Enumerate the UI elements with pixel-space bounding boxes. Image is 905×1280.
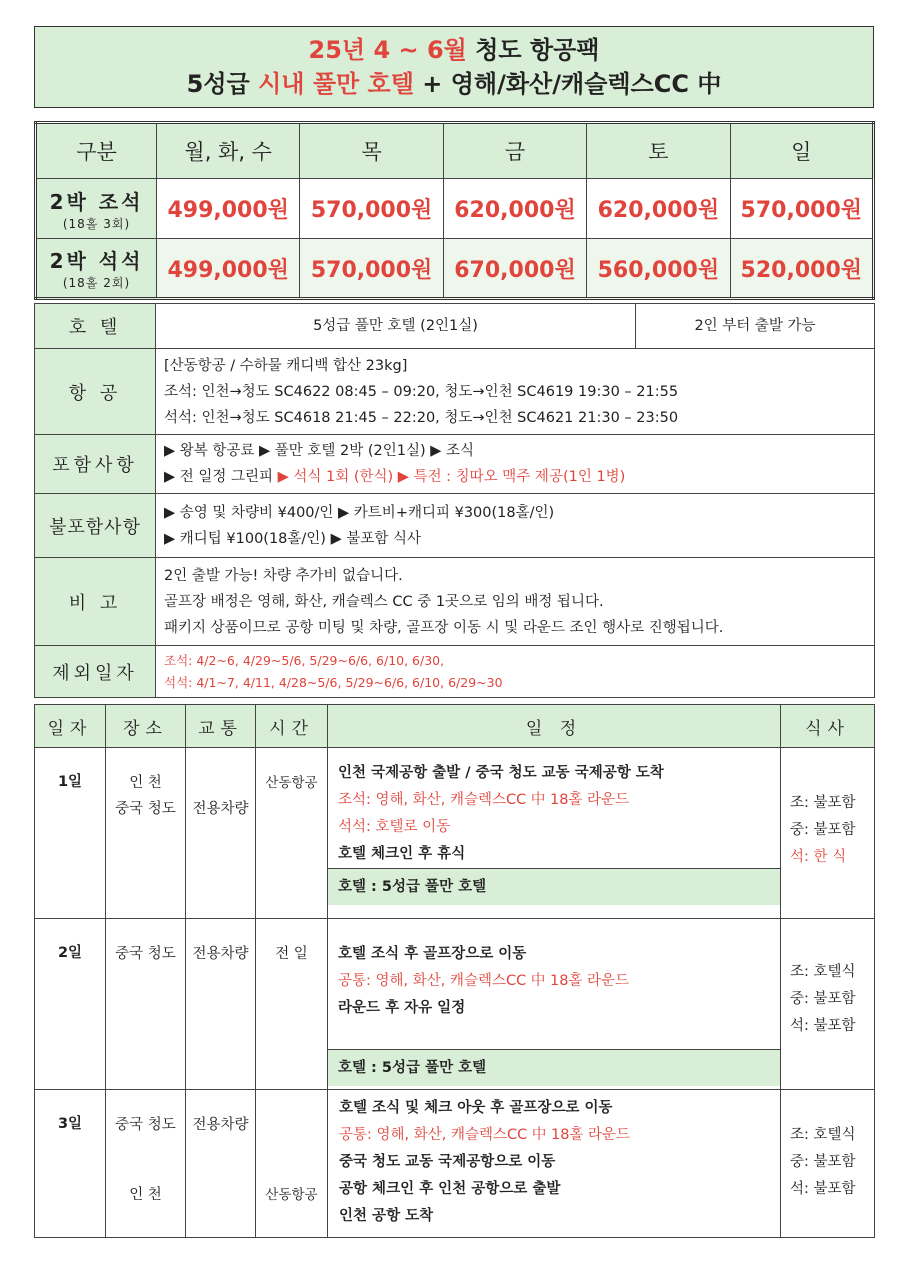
price-cell: 499,000원 bbox=[157, 179, 300, 239]
day-number: 1일 bbox=[35, 748, 106, 919]
title-hotel: 시내 풀만 호텔 bbox=[258, 70, 414, 98]
excluded-row bbox=[35, 494, 875, 558]
air-row bbox=[35, 349, 875, 435]
price-row-sub: (18홀 2회) bbox=[62, 276, 131, 290]
price-row-sub: (18홀 3회) bbox=[62, 216, 131, 231]
itinerary-line: 조석: 영해, 화산, 캐슬렉스CC 中 18홀 라운드 bbox=[338, 792, 630, 808]
price-cell: 560,000원 bbox=[587, 239, 730, 299]
excluded-label: 불포함사항 bbox=[35, 494, 156, 558]
price-header: 구분 bbox=[36, 123, 157, 179]
note-value bbox=[156, 558, 875, 646]
day-meals bbox=[781, 1090, 875, 1238]
itinerary-line: 라운드 후 자유 일정 bbox=[338, 1000, 466, 1016]
note-row bbox=[35, 558, 875, 646]
price-row-title: 2박 석석 bbox=[49, 249, 144, 273]
air-line: [산동항공 / 수하물 캐디백 합산 23kg] bbox=[164, 357, 408, 374]
schedule-header: 장소 bbox=[106, 705, 186, 748]
day-number: 3일 bbox=[35, 1090, 106, 1238]
place-line: 중국 청도 bbox=[115, 1117, 176, 1133]
price-cell: 520,000원 bbox=[730, 239, 873, 299]
itinerary-lines bbox=[328, 919, 780, 1049]
included-value bbox=[156, 435, 875, 494]
note-line: 패키지 상품이므로 공항 미팅 및 차량, 골프장 이동 시 및 라운드 조인 행사로 진행됩니다. bbox=[164, 619, 724, 636]
day-place bbox=[106, 1090, 186, 1238]
schedule-header: 식사 bbox=[781, 705, 875, 748]
place-spacer bbox=[107, 1138, 184, 1182]
hotel-value: 5성급 풀만 호텔 (2인1실) bbox=[156, 304, 636, 349]
schedule-header: 시간 bbox=[256, 705, 328, 748]
day-time: 산동항공 bbox=[256, 748, 328, 919]
title-product: 청도 항공팩 bbox=[466, 36, 600, 64]
excluded-dates-line: 석석: 4/1~7, 4/11, 4/28~5/6, 5/29~6/6, 6/10, 6/29~30 bbox=[164, 674, 503, 690]
air-line: 조석: 인천→청도 SC4622 08:45 – 09:20, 청도→인천 SC4619 19:30 – 21:55 bbox=[164, 383, 679, 400]
note-line: 골프장 배정은 영해, 화산, 캐슬렉스 CC 중 1곳으로 임의 배정 됩니다. bbox=[164, 593, 604, 610]
meal-line: 석: 불포함 bbox=[790, 1181, 856, 1197]
itinerary-line: 공항 체크인 후 인천 공항으로 출발 bbox=[339, 1181, 561, 1197]
excluded-dates-line: 조석: 4/2~6, 4/29~5/6, 5/29~6/6, 6/10, 6/30, bbox=[164, 652, 445, 668]
price-row-title: 2박 조석 bbox=[49, 189, 144, 214]
included-greenfee: ▶ 전 일정 그린피 bbox=[164, 469, 278, 485]
meal-line: 조: 불포함 bbox=[790, 795, 856, 811]
place-line: 중국 청도 bbox=[115, 801, 176, 817]
itinerary-hotel: 호텔 : 5성급 풀만 호텔 bbox=[328, 1049, 780, 1086]
day-time: 전 일 bbox=[256, 919, 328, 1090]
itinerary-line: 호텔 체크인 후 휴식 bbox=[338, 846, 466, 862]
day-itinerary bbox=[328, 748, 781, 919]
price-header: 목 bbox=[300, 123, 443, 179]
itinerary-lines bbox=[328, 748, 780, 868]
included-line: ▶ 왕복 항공료 ▶ 풀만 호텔 2박 (2인1실) ▶ 조식 bbox=[164, 443, 475, 459]
day-itinerary bbox=[328, 1090, 781, 1238]
excluded-line: ▶ 송영 및 차량비 ¥400/인 ▶ 카트비+캐디피 ¥300(18홀/인) bbox=[164, 504, 555, 521]
itinerary-hotel: 호텔 : 5성급 풀만 호텔 bbox=[328, 868, 780, 905]
itinerary-line: 인천 국제공항 출발 / 중국 청도 교동 국제공항 도착 bbox=[338, 765, 664, 781]
price-cell: 570,000원 bbox=[300, 239, 443, 299]
day-transport: 전용차량 bbox=[186, 748, 256, 919]
excluded-dates-value bbox=[156, 646, 875, 698]
info-table bbox=[34, 303, 875, 698]
place-line: 인 천 bbox=[129, 1187, 162, 1203]
meal-line: 중: 불포함 bbox=[790, 991, 856, 1007]
price-cell: 670,000원 bbox=[443, 239, 586, 299]
hotel-label: 호 텔 bbox=[35, 304, 156, 349]
day-time: 산동항공 bbox=[256, 1090, 328, 1238]
price-header: 일 bbox=[730, 123, 873, 179]
schedule-day-row bbox=[35, 748, 875, 919]
schedule-day-row bbox=[35, 919, 875, 1090]
day-number: 2일 bbox=[35, 919, 106, 1090]
price-row-label bbox=[36, 179, 157, 239]
included-label: 포함사항 bbox=[35, 435, 156, 494]
meal-line: 석: 불포함 bbox=[790, 1018, 856, 1034]
title-banner bbox=[34, 26, 874, 108]
title-period: 25년 4 ~ 6월 bbox=[308, 36, 467, 64]
hotel-note: 2인 부터 출발 가능 bbox=[636, 304, 875, 349]
day-meals bbox=[781, 748, 875, 919]
meal-line: 중: 불포함 bbox=[790, 1154, 856, 1170]
title-line-2 bbox=[35, 67, 873, 101]
itinerary-line: 인천 공항 도착 bbox=[339, 1208, 434, 1224]
day-meals bbox=[781, 919, 875, 1090]
price-cell: 570,000원 bbox=[730, 179, 873, 239]
excluded-dates-row bbox=[35, 646, 875, 698]
included-special: ▶ 석식 1회 (한식) ▶ 특전 : 칭따오 맥주 제공(1인 1병) bbox=[277, 469, 626, 485]
schedule-header-row bbox=[35, 705, 875, 748]
excluded-line: ▶ 캐디팁 ¥100(18홀/인) ▶ 불포함 식사 bbox=[164, 530, 421, 547]
air-value bbox=[156, 349, 875, 435]
meal-line: 석: 한 식 bbox=[790, 849, 847, 865]
day-transport: 전용차량 bbox=[186, 919, 256, 1090]
day-transport: 전용차량 bbox=[186, 1090, 256, 1238]
price-header: 금 bbox=[443, 123, 586, 179]
price-cell: 620,000원 bbox=[587, 179, 730, 239]
price-table bbox=[34, 121, 875, 300]
meal-line: 조: 호텔식 bbox=[790, 1127, 856, 1143]
hotel-row bbox=[35, 304, 875, 349]
meal-line: 중: 불포함 bbox=[790, 822, 856, 838]
price-row bbox=[36, 179, 874, 239]
meal-line: 조: 호텔식 bbox=[790, 964, 856, 980]
itinerary-line: 공통: 영해, 화산, 캐슬렉스CC 中 18홀 라운드 bbox=[338, 973, 630, 989]
schedule-header: 일 정 bbox=[328, 705, 781, 748]
place-line: 중국 청도 bbox=[115, 946, 176, 962]
price-header-row bbox=[36, 123, 874, 179]
place-line: 인 천 bbox=[129, 775, 162, 791]
day-place bbox=[106, 748, 186, 919]
note-label: 비 고 bbox=[35, 558, 156, 646]
included-row bbox=[35, 435, 875, 494]
price-cell: 499,000원 bbox=[157, 239, 300, 299]
price-row-label bbox=[36, 239, 157, 299]
note-line: 2인 출발 가능! 차량 추가비 없습니다. bbox=[164, 567, 403, 584]
itinerary-line: 석석: 호텔로 이동 bbox=[338, 819, 451, 835]
air-line: 석석: 인천→청도 SC4618 21:45 – 22:20, 청도→인천 SC4621 21:30 – 23:50 bbox=[164, 409, 679, 426]
itinerary-line: 호텔 조식 및 체크 아웃 후 골프장으로 이동 bbox=[339, 1100, 613, 1116]
itinerary-line: 중국 청도 교동 국제공항으로 이동 bbox=[339, 1154, 556, 1170]
day-place bbox=[106, 919, 186, 1090]
price-header: 토 bbox=[587, 123, 730, 179]
day-itinerary bbox=[328, 919, 781, 1090]
price-cell: 620,000원 bbox=[443, 179, 586, 239]
air-label: 항 공 bbox=[35, 349, 156, 435]
excluded-dates-label: 제외일자 bbox=[35, 646, 156, 698]
itinerary-line: 공통: 영해, 화산, 캐슬렉스CC 中 18홀 라운드 bbox=[339, 1127, 631, 1143]
schedule-day-row bbox=[35, 1090, 875, 1238]
price-row bbox=[36, 239, 874, 299]
excluded-value bbox=[156, 494, 875, 558]
title-line-1 bbox=[35, 33, 873, 67]
included-line bbox=[164, 464, 866, 490]
schedule-header: 교통 bbox=[186, 705, 256, 748]
title-grade: 5성급 bbox=[186, 70, 259, 98]
price-header: 월, 화, 수 bbox=[157, 123, 300, 179]
schedule-header: 일자 bbox=[35, 705, 106, 748]
price-cell: 570,000원 bbox=[300, 179, 443, 239]
itinerary-line: 호텔 조식 후 골프장으로 이동 bbox=[338, 946, 527, 962]
title-golf: + 영해/화산/캐슬렉스CC 中 bbox=[413, 70, 722, 98]
schedule-table bbox=[34, 704, 875, 1238]
